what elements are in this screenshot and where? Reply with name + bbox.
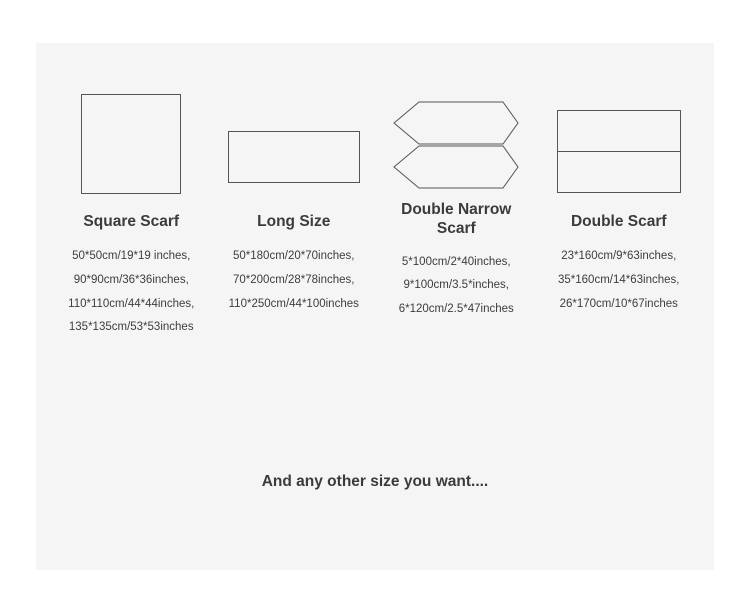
size-option-list [558,245,679,316]
size-entry: 50*50cm/19*19 inches, [72,250,191,263]
size-option-title: Double Scarf [570,213,667,230]
size-entry: 90*90cm/36*36inches, [73,273,189,286]
size-option-double-scarf [538,43,701,316]
size-option-title: Square Scarf [83,213,180,230]
size-entry: 5*100cm/2*40inches, [401,255,511,268]
double-hexagon-outline-icon [393,101,519,189]
size-option-title: Long Size [257,213,331,230]
size-entry: 135*135cm/53*53inches [68,321,194,334]
size-option-square-scarf [50,43,213,340]
rectangle-outline-icon [228,131,360,183]
square-outline-icon [81,94,181,194]
size-option-list [229,245,359,316]
footer-note: And any other size you want.... [261,473,489,490]
size-option-list [68,245,194,339]
size-option-long-size [213,43,376,316]
size-entry: 6*120cm/2.5*47inches [398,302,514,315]
size-entry: 9*100cm/3.5*inches, [403,279,509,292]
size-option-title: Double Narrow Scarf [401,201,512,238]
size-option-double-narrow-scarf [375,43,538,321]
size-chart-grid [36,43,714,443]
size-entry: 110*250cm/44*100inches [228,297,359,310]
size-chart-panel [36,43,714,570]
double-narrow-scarf-figure [375,43,538,198]
size-entry: 26*170cm/10*67inches [559,297,678,310]
size-entry: 110*110cm/44*44inches, [68,297,195,310]
square-scarf-figure [50,43,213,198]
size-entry: 70*200cm/28*78inches, [233,273,355,286]
size-entry: 23*160cm/9*63inches, [561,250,677,263]
double-scarf-figure [538,43,701,198]
size-entry: 50*180cm/20*70inches, [233,250,355,263]
split-rectangle-outline-icon [557,110,681,193]
size-option-list [399,251,514,322]
size-entry: 35*160cm/14*63inches, [558,273,680,286]
long-size-figure [213,43,376,198]
